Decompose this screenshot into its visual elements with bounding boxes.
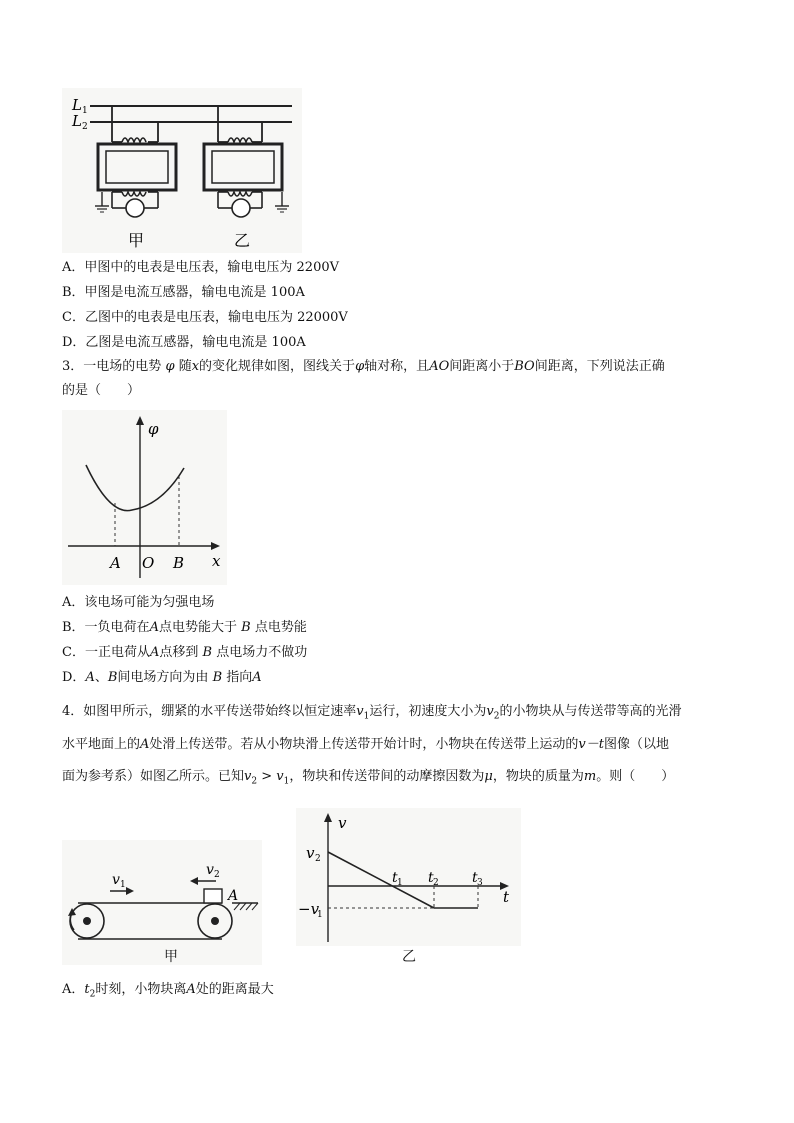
q3-option-a: A．该电场可能为匀强电场 bbox=[62, 595, 215, 610]
label-l2-sub: 2 bbox=[82, 122, 88, 132]
transformer-figure bbox=[62, 88, 302, 253]
x-label: x bbox=[212, 552, 221, 570]
svg-text:3: 3 bbox=[477, 878, 483, 888]
t-axis-label: t bbox=[503, 888, 510, 906]
v2-tick-label: v bbox=[306, 844, 315, 862]
caption-jia-q4: 甲 bbox=[164, 949, 178, 965]
point-a-label: A bbox=[110, 554, 121, 572]
q4-stem-line1: 4．如图甲所示，绷紧的水平传送带始终以恒定速率$v_1$运行，初速度大小为$v_2$的小物块从与传送带等高的光滑 bbox=[62, 704, 682, 722]
q3-option-b: B．一负电荷在A点电势能大于 B 点电势能 bbox=[62, 620, 307, 635]
svg-text:1: 1 bbox=[317, 910, 323, 920]
q2-option-b: B．甲图是电流互感器，输电电流是 100A bbox=[62, 285, 305, 300]
q3-stem-line1: 3．一电场的电势 φ 随x的变化规律如图，图线关于φ轴对称，且AO间距离小于BO间距离，下列说法正确 bbox=[62, 359, 665, 374]
t3-label: t bbox=[472, 870, 478, 886]
origin-label: O bbox=[142, 554, 155, 572]
potential-graph bbox=[62, 410, 227, 585]
svg-text:2: 2 bbox=[433, 878, 439, 888]
svg-text:2: 2 bbox=[214, 870, 220, 880]
label-a: A bbox=[228, 888, 239, 904]
q3-option-d: D．A、B间电场方向为由 B 指向A bbox=[62, 670, 262, 685]
q2-option-c: C．乙图中的电表是电压表，输电电压为 22000V bbox=[62, 310, 348, 325]
q4-option-a: A．$t_2$时刻，小物块离A处的距离最大 bbox=[62, 982, 274, 1000]
q2-option-d: D．乙图是电流互感器，输电电流是 100A bbox=[62, 335, 306, 350]
t1-label: t bbox=[392, 870, 398, 886]
q3-stem-line2: 的是（ ） bbox=[62, 383, 141, 398]
t2-label: t bbox=[428, 870, 434, 886]
label-l2: L bbox=[72, 112, 82, 130]
vt-graph bbox=[296, 808, 521, 946]
caption-jia: 甲 bbox=[128, 231, 145, 250]
q3-option-c: C．一正电荷从A点移到 B 点电场力不做功 bbox=[62, 645, 308, 660]
conveyor-figure bbox=[62, 840, 262, 965]
point-b-label: B bbox=[173, 554, 185, 572]
label-l1-sub: 1 bbox=[82, 106, 88, 116]
caption-yi: 乙 bbox=[234, 231, 251, 250]
block bbox=[204, 889, 222, 903]
neg-v1-tick-label: −v bbox=[298, 900, 320, 918]
q4-stem-line2: 水平地面上的A处滑上传送带。若从小物块滑上传送带开始计时，小物块在传送带上运动的v－t图像（以地 bbox=[62, 737, 670, 752]
q2-option-a: A．甲图中的电表是电压表，输电电压为 2200V bbox=[62, 260, 339, 275]
svg-text:1: 1 bbox=[120, 880, 126, 890]
v-axis-label: v bbox=[338, 814, 347, 832]
v1-label: v bbox=[112, 872, 120, 888]
label-l1: L bbox=[72, 96, 82, 114]
svg-text:1: 1 bbox=[397, 878, 403, 888]
v2-label: v bbox=[206, 862, 214, 878]
caption-yi-q4: 乙 bbox=[402, 949, 416, 965]
svg-text:2: 2 bbox=[315, 854, 321, 864]
phi-label: φ bbox=[148, 420, 159, 438]
q4-stem-line3: 面为参考系）如图乙所示。已知$v_2 > v_1$，物块和传送带间的动摩擦因数为μ，物块的质量为m。则（ ） bbox=[62, 769, 675, 787]
